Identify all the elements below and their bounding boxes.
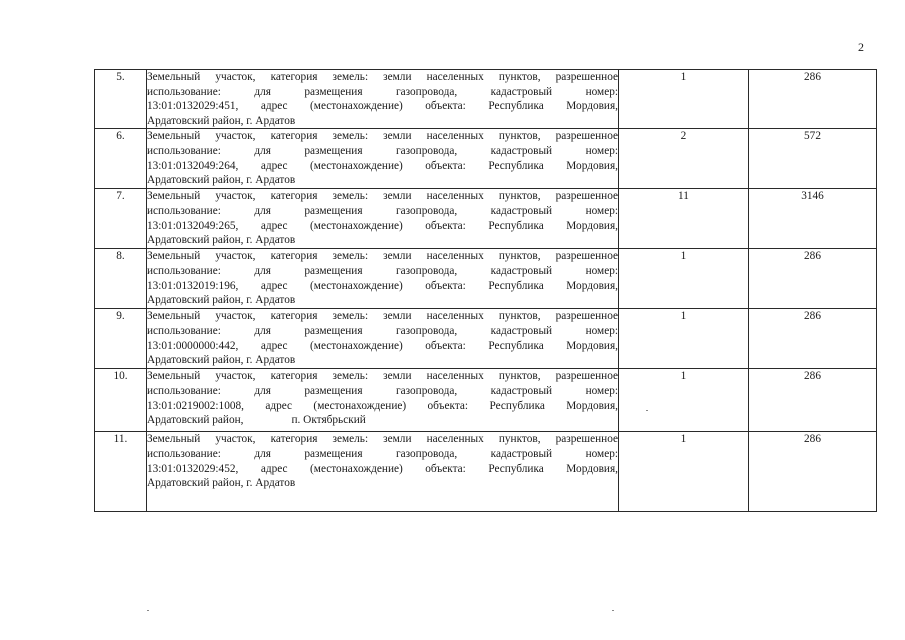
row-number: 5. bbox=[95, 70, 147, 129]
quantity-cell: 1 bbox=[619, 249, 749, 309]
description-line: Ардатовский район, г. Ардатов bbox=[147, 354, 296, 367]
quantity-cell: 2 bbox=[619, 129, 749, 189]
description-line: использование: для размещения газопровода, кадастровый номер: bbox=[147, 447, 618, 460]
row-number: 10. bbox=[95, 369, 147, 432]
description-line: Ардатовский район, г. Ардатов bbox=[147, 294, 296, 307]
description-line: использование: для размещения газопровода, кадастровый номер: bbox=[147, 264, 618, 277]
description-line: 13:01:0000000:442, адрес (местонахождение) объекта: Республика Мордовия, bbox=[147, 339, 618, 352]
description-line: использование: для размещения газопровода, кадастровый номер: bbox=[147, 384, 618, 397]
page-number: 2 bbox=[858, 40, 864, 54]
table-row bbox=[95, 432, 877, 512]
table-row bbox=[95, 189, 877, 249]
table-row bbox=[95, 369, 877, 432]
plot-description bbox=[147, 369, 619, 432]
description-line: Земельный участок, категория земель: земли населенных пунктов, разрешенное bbox=[147, 433, 618, 446]
description-line: Земельный участок, категория земель: земли населенных пунктов, разрешенное bbox=[147, 310, 618, 323]
description-line: Земельный участок, категория земель: земли населенных пунктов, разрешенное bbox=[147, 250, 618, 263]
amount-cell: 572 bbox=[749, 129, 877, 189]
quantity-cell: 1 bbox=[619, 369, 749, 432]
description-line: Земельный участок, категория земель: земли населенных пунктов, разрешенное bbox=[147, 71, 618, 83]
scan-speck bbox=[147, 610, 149, 611]
description-line: 13:01:0132049:265, адрес (местонахождение) объекта: Республика Мордовия, bbox=[147, 219, 618, 232]
row-number: 11. bbox=[95, 432, 147, 512]
plot-description bbox=[147, 249, 619, 309]
description-line: Ардатовский район, п. Октябрьский bbox=[147, 414, 366, 427]
description-line: 13:01:0132029:451, адрес (местонахождение) объекта: Республика Мордовия, bbox=[147, 100, 618, 113]
amount-cell: 286 bbox=[749, 309, 877, 369]
row-number: 6. bbox=[95, 129, 147, 189]
table-row bbox=[95, 249, 877, 309]
description-line: Ардатовский район, г. Ардатов bbox=[147, 174, 296, 187]
plot-description bbox=[147, 129, 619, 189]
amount-cell: 286 bbox=[749, 70, 877, 129]
table-row bbox=[95, 70, 877, 129]
description-line: использование: для размещения газопровода, кадастровый номер: bbox=[147, 204, 618, 217]
amount-cell: 3146 bbox=[749, 189, 877, 249]
plot-description bbox=[147, 189, 619, 249]
quantity-cell: 11 bbox=[619, 189, 749, 249]
quantity-cell: 1 bbox=[619, 432, 749, 512]
table-row bbox=[95, 129, 877, 189]
plot-description bbox=[147, 309, 619, 369]
row-number: 7. bbox=[95, 189, 147, 249]
land-plots-table bbox=[94, 69, 877, 512]
description-line: Земельный участок, категория земель: земли населенных пунктов, разрешенное bbox=[147, 190, 618, 203]
plot-description bbox=[147, 70, 619, 129]
plot-description bbox=[147, 432, 619, 512]
scan-speck bbox=[612, 610, 614, 611]
description-line: 13:01:0132029:452, адрес (местонахождение) объекта: Республика Мордовия, bbox=[147, 462, 618, 475]
row-number: 9. bbox=[95, 309, 147, 369]
description-line: 13:01:0219002:1008, адрес (местонахождение) объекта: Республика Мордовия, bbox=[147, 399, 618, 412]
description-line: Ардатовский район, г. Ардатов bbox=[147, 114, 296, 127]
quantity-cell: 1 bbox=[619, 309, 749, 369]
description-line: использование: для размещения газопровода, кадастровый номер: bbox=[147, 324, 618, 337]
description-line: использование: для размещения газопровода, кадастровый номер: bbox=[147, 144, 618, 157]
amount-cell: 286 bbox=[749, 249, 877, 309]
description-line: Земельный участок, категория земель: земли населенных пунктов, разрешенное bbox=[147, 130, 618, 143]
quantity-cell: 1 bbox=[619, 70, 749, 129]
description-line: Земельный участок, категория земель: земли населенных пунктов, разрешенное bbox=[147, 370, 618, 383]
scan-speck bbox=[646, 410, 648, 411]
amount-cell: 286 bbox=[749, 369, 877, 432]
description-line: Ардатовский район, г. Ардатов bbox=[147, 234, 296, 247]
description-line: использование: для размещения газопровода, кадастровый номер: bbox=[147, 85, 618, 98]
description-line: 13:01:0132019:196, адрес (местонахождение) объекта: Республика Мордовия, bbox=[147, 279, 618, 292]
table-row bbox=[95, 309, 877, 369]
description-line: Ардатовский район, г. Ардатов bbox=[147, 477, 296, 490]
description-line: 13:01:0132049:264, адрес (местонахождение) объекта: Республика Мордовия, bbox=[147, 159, 618, 172]
amount-cell: 286 bbox=[749, 432, 877, 512]
row-number: 8. bbox=[95, 249, 147, 309]
